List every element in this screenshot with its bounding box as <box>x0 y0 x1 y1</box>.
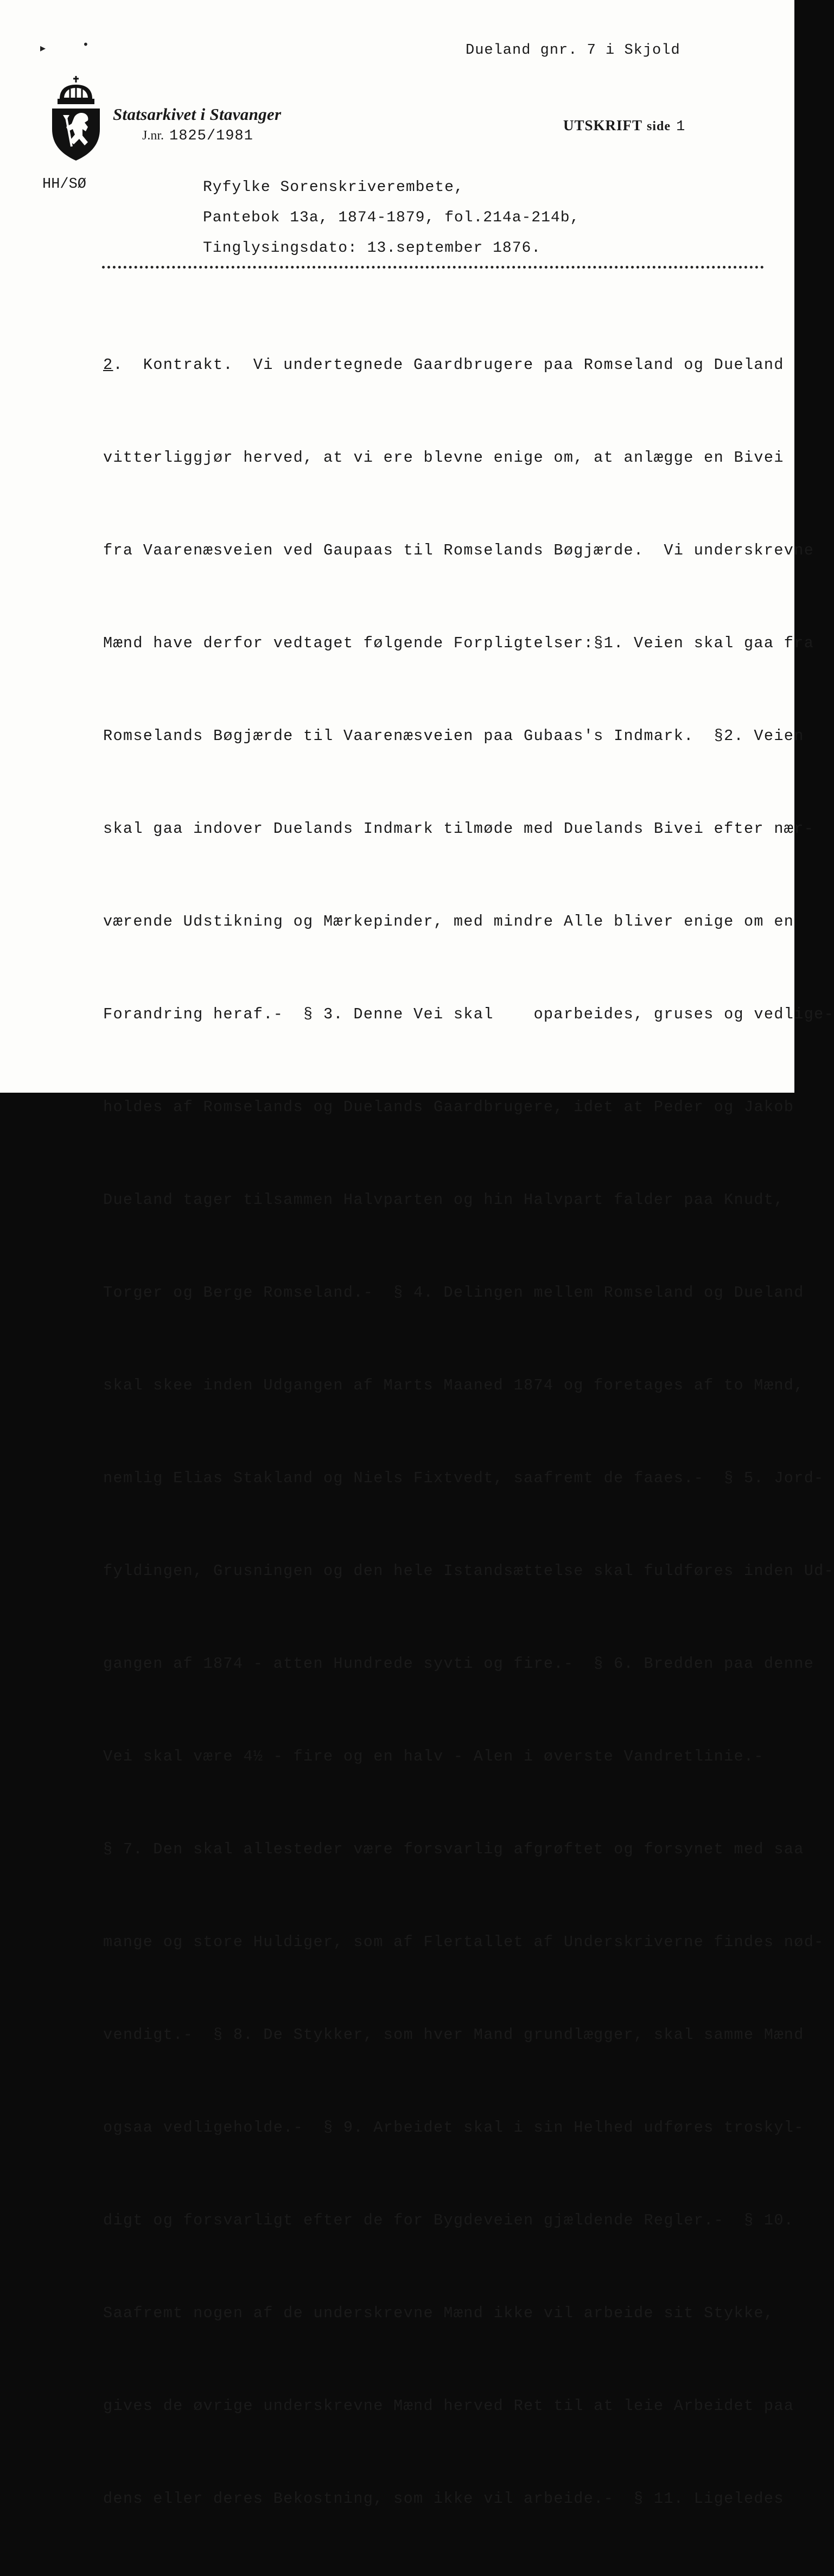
journal-number-line <box>142 128 253 144</box>
scan-mark-dot: • <box>82 38 89 51</box>
text-line: Vei skal være 4½ - fire og en halv - Alen i øverste Vandretlinie.- <box>103 1748 764 1765</box>
journal-label: J.nr. <box>142 129 164 143</box>
journal-number: 1825/1981 <box>169 128 253 144</box>
text-line: Saafremt nogen af de underskrevne Mænd ikke vil arbeide sit Stykke, <box>103 2304 774 2322</box>
source-line-2: Pantebok 13a, 1874-1879, fol.214a-214b, <box>203 209 580 226</box>
text-line: mange og store Huldiger, som af Flertallet af Underskriverne findes nød- <box>103 1933 824 1951</box>
text-line: skal skee inden Udgangen af Marts Maaned 1874 og foretages af to Mænd, <box>103 1376 804 1394</box>
text-line: holdes af Romselands og Duelands Gaardbrugere, idet at Peder og Jakob <box>103 1098 794 1116</box>
scan-mark-arrow: ▸ <box>40 41 46 54</box>
text-line: Dueland tager tilsammen Halvparten og hin Halvpart falder paa Knudt, <box>103 1191 784 1209</box>
text-line: vendigt.- § 8. De Stykker, som hver Mand grundlægger, skal samme Mænd <box>103 2026 804 2044</box>
text-line: værende Udstikning og Mærkepinder, med mindre Alle bliver enige om en <box>103 913 794 930</box>
property-title: Dueland gnr. 7 i Skjold <box>466 42 680 59</box>
text-line: nemlig Elias Stakland og Niels Fixtvedt, saafremt de faaes.- § 5. Jord- <box>103 1469 824 1487</box>
text-line: § 7. Den skal allesteder være forsvarlig afgrøftet og forsynet med saa <box>103 1840 804 1858</box>
text-line: digt og forsvarligt efter de for Bygdeveien gjældende Regler.- § 10. <box>103 2211 794 2229</box>
text-line: Forandring heraf.- § 3. Denne Vei skal oparbeides, gruses og vedlige- <box>103 1005 834 1023</box>
text-line: Mænd have derfor vedtaget følgende Forpligtelser:§1. Veien skal gaa fra <box>103 634 814 652</box>
dotted-separator <box>102 266 764 269</box>
transcript-page-label <box>563 117 685 135</box>
text-line: fra Vaarenæsveien ved Gaupaas til Romselands Bøgjærde. Vi underskrevne <box>103 541 814 559</box>
archive-name: Statsarkivet i Stavanger <box>113 105 282 124</box>
text-line: skal gaa indover Duelands Indmark tilmøde med Duelands Bivei efter nær- <box>103 820 814 838</box>
text-line: fyldingen, Grusningen og den hele Istandsættelse skal fuldføres inden Ud- <box>103 1562 834 1580</box>
source-line-1: Ryfylke Sorenskriverembete, <box>203 179 464 196</box>
norwegian-lion-crest-icon <box>50 75 102 162</box>
text-line: Romselands Bøgjærde til Vaarenæsveien paa Gubaas's Indmark. §2. Veien <box>103 727 804 745</box>
source-line-3: Tinglysingsdato: 13.september 1876. <box>203 240 542 257</box>
text-line: dens eller deres Bekostning, som ikke vil arbeide.- § 11. Ligeledes <box>103 2490 784 2508</box>
transcript-label: UTSKRIFT <box>563 117 643 133</box>
item-number: 2 <box>103 356 113 374</box>
text-line: gangen af 1874 - atten Hundrede syvti og fire.- § 6. Bredden paa denne <box>103 1655 814 1673</box>
text-line: Torger og Berge Romseland.- § 4. Delingen mellem Romseland og Dueland <box>103 1284 804 1302</box>
source-reference <box>203 173 580 264</box>
text-line: vitterliggjør herved, at vi ere blevne enige om, at anlægge en Bivei <box>103 449 784 467</box>
text-line: 2. Kontrakt. Vi undertegnede Gaardbrugere paa Romseland og Dueland <box>103 356 784 374</box>
text-line: gives de øvrige underskrevne Mænd herved Ret til at leie Arbeidet paa <box>103 2397 794 2415</box>
contract-text <box>103 288 834 2576</box>
text-line: ogsaa vedligeholde.- § 9. Arbeidet skal i sin Helhed udføres troskyl- <box>103 2119 804 2137</box>
clerk-initials: HH/SØ <box>42 176 87 193</box>
page-number: 1 <box>676 119 686 135</box>
side-label: side <box>647 119 671 133</box>
